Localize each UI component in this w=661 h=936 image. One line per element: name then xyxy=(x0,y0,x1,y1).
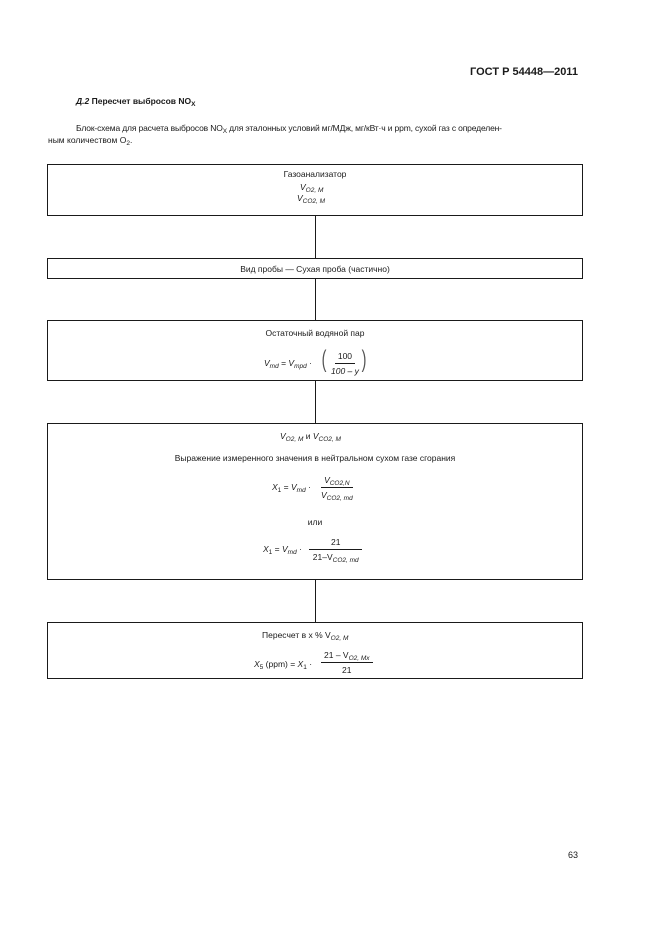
measured-vars: $V_{O2, M}$ и $V_{CO2, M}$ xyxy=(280,431,341,443)
conversion-formula-lhs: $X_5$ $(ppm) = X_1$ · xyxy=(254,659,313,671)
flow-box-gas-analyzer xyxy=(47,164,583,216)
fraction-denominator: 100 – y xyxy=(331,366,359,376)
intro-text-a: Блок-схема для расчета выбросов NO xyxy=(76,123,223,133)
intro-line-2 xyxy=(48,135,132,145)
page-number: 63 xyxy=(568,850,579,860)
standard-number: ГОСТ Р 54448—2011 xyxy=(470,66,578,78)
gas-analyzer-var-o2: $V_{O2, M}$ xyxy=(300,182,324,194)
sample-type-text: Вид пробы — Сухая проба (частично) xyxy=(240,264,390,274)
intro-line-1 xyxy=(76,123,502,133)
connector-line-2 xyxy=(315,279,316,320)
conversion-title: Пересчет в x % $V_{O2, M}$ xyxy=(262,630,349,642)
conversion-fraction xyxy=(321,650,373,675)
connector-line-1 xyxy=(315,216,316,258)
section-title xyxy=(76,96,195,106)
intro-text-d: . xyxy=(129,135,133,145)
flow-box-measured-value xyxy=(47,423,583,580)
water-vapor-fraction xyxy=(328,351,362,376)
intro-text-b: для эталонных условий мг/МДж, мг/кВт·ч и ppm, сухой газ с определен- xyxy=(226,123,502,133)
water-vapor-title: Остаточный водяной пар xyxy=(265,328,365,338)
intro-text-c: ным количеством O xyxy=(48,135,127,145)
intro-subscript: X xyxy=(222,128,227,135)
section-title-text: Пересчет выбросов NO xyxy=(91,96,192,106)
formula-1-lhs: $X_1 = V_{md}$ · xyxy=(272,482,311,494)
formula-2-fraction xyxy=(309,537,362,562)
flow-box-sample-type xyxy=(47,258,583,279)
water-vapor-formula-lhs: $V_{md} = V_{mpd}$ · xyxy=(264,358,312,370)
right-paren: ) xyxy=(361,346,367,373)
connector-line-3 xyxy=(315,381,316,423)
or-text: или xyxy=(307,517,323,527)
section-title-subscript: X xyxy=(191,101,196,108)
gas-analyzer-var-co2: $V_{CO2, M}$ xyxy=(297,193,326,205)
fraction-numerator: 100 xyxy=(335,351,355,364)
conversion-numerator: $21 - V_{O2, Mx}$ xyxy=(321,650,373,663)
measured-description: Выражение измеренного значения в нейтральном сухом газе сгорания xyxy=(174,453,456,463)
intro-subscript-2: 2 xyxy=(126,140,130,147)
connector-line-4 xyxy=(315,580,316,622)
formula-2-numerator: 21 xyxy=(309,537,362,550)
flow-box-conversion xyxy=(47,622,583,679)
formula-2-lhs: $X_1 = V_{md}$ · xyxy=(263,544,302,556)
formula-1-fraction xyxy=(318,475,356,500)
left-paren: ( xyxy=(321,346,327,373)
conversion-denominator: 21 xyxy=(342,665,352,675)
section-number: Д.2 xyxy=(76,96,90,106)
formula-2-denominator: $21-V_{CO2, md}$ xyxy=(312,552,359,564)
formula-1-denominator: $V_{CO2, md}$ xyxy=(321,490,353,502)
formula-1-numerator: $V_{CO2,N}$ xyxy=(321,475,353,488)
gas-analyzer-title: Газоанализатор xyxy=(283,169,347,179)
flow-box-water-vapor xyxy=(47,320,583,381)
